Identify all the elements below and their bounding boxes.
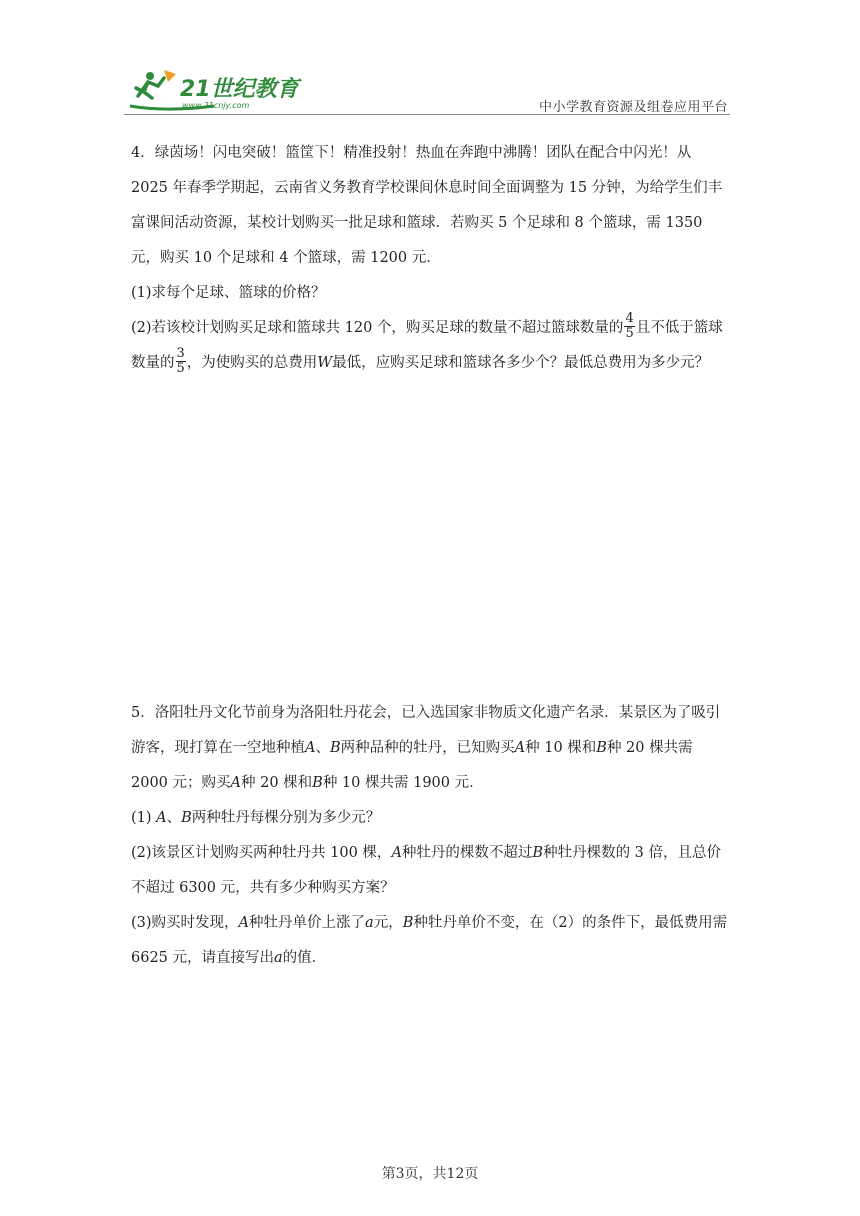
q4-part1: (1)求每个足球、篮球的价格？ <box>131 285 326 301</box>
q5-part3: (3)购买时发现，A种牡丹单价上涨了a元，B种牡丹单价不变，在（2）的条件下，最低费用需 6625 元，请直接写出a的值． <box>131 915 728 966</box>
fraction-3-5: $\frac{3}{5}$ <box>176 345 185 376</box>
platform-tagline: 中小学教育资源及组卷应用平台 <box>538 100 728 115</box>
svg-text:www.21cnjy.com: www.21cnjy.com <box>182 101 250 110</box>
q4-intro: 4．绿茵场！闪电突破！篮筐下！精准投射！热血在奔跑中沸腾！团队在配合中闪光！从 2025 年春季学期起，云南省义务教育学校课间休息时间全面调整为 15 分钟，为给学生们丰富课间活动资源，某校计划购买一批足球和篮球．若购买 5 个足球和 8 个篮球，需 1350 元，购买 10 个足球和 4 个篮球，需 1200 元． <box>131 145 723 266</box>
21cnjy-logo <box>124 66 304 112</box>
page-header <box>124 66 730 114</box>
question-4 <box>131 136 731 381</box>
svg-text:21世纪教育: 21世纪教育 <box>180 77 299 102</box>
q5-intro: 5．洛阳牡丹文化节前身为洛阳牡丹花会，已入选国家非物质文化遗产名录．某景区为了吸引游客，现打算在一空地种植A、B两种品种的牡丹，已知购买A种 10 棵和B种 20 棵共需 2000 元；购买A种 20 棵和B种 10 棵共需 1900 元． <box>131 705 721 791</box>
page-number: 第3页，共12页 <box>381 1166 479 1182</box>
q4-part2: (2)若该校计划购买足球和篮球共 120 个，购买足球的数量不超过篮球数量的 $\frac{4}{5}$ 且不低于篮球数量的 $\frac{3}{5}$ ，为使购买的总费用W最低，应购买足球和篮球各多少个？最低总费用为多少元？ <box>131 310 723 376</box>
header-rule <box>124 114 730 115</box>
q5-part2: (2)该景区计划购买两种牡丹共 100 棵，A种牡丹的棵数不超过B种牡丹棵数的 3 倍，且总价不超过 6300 元，共有多少种购买方案？ <box>131 845 722 896</box>
q5-part1: (1) A、B两种牡丹每棵分别为多少元？ <box>131 810 381 826</box>
question-5 <box>131 696 731 976</box>
fraction-4-5: $\frac{4}{5}$ <box>625 310 634 341</box>
